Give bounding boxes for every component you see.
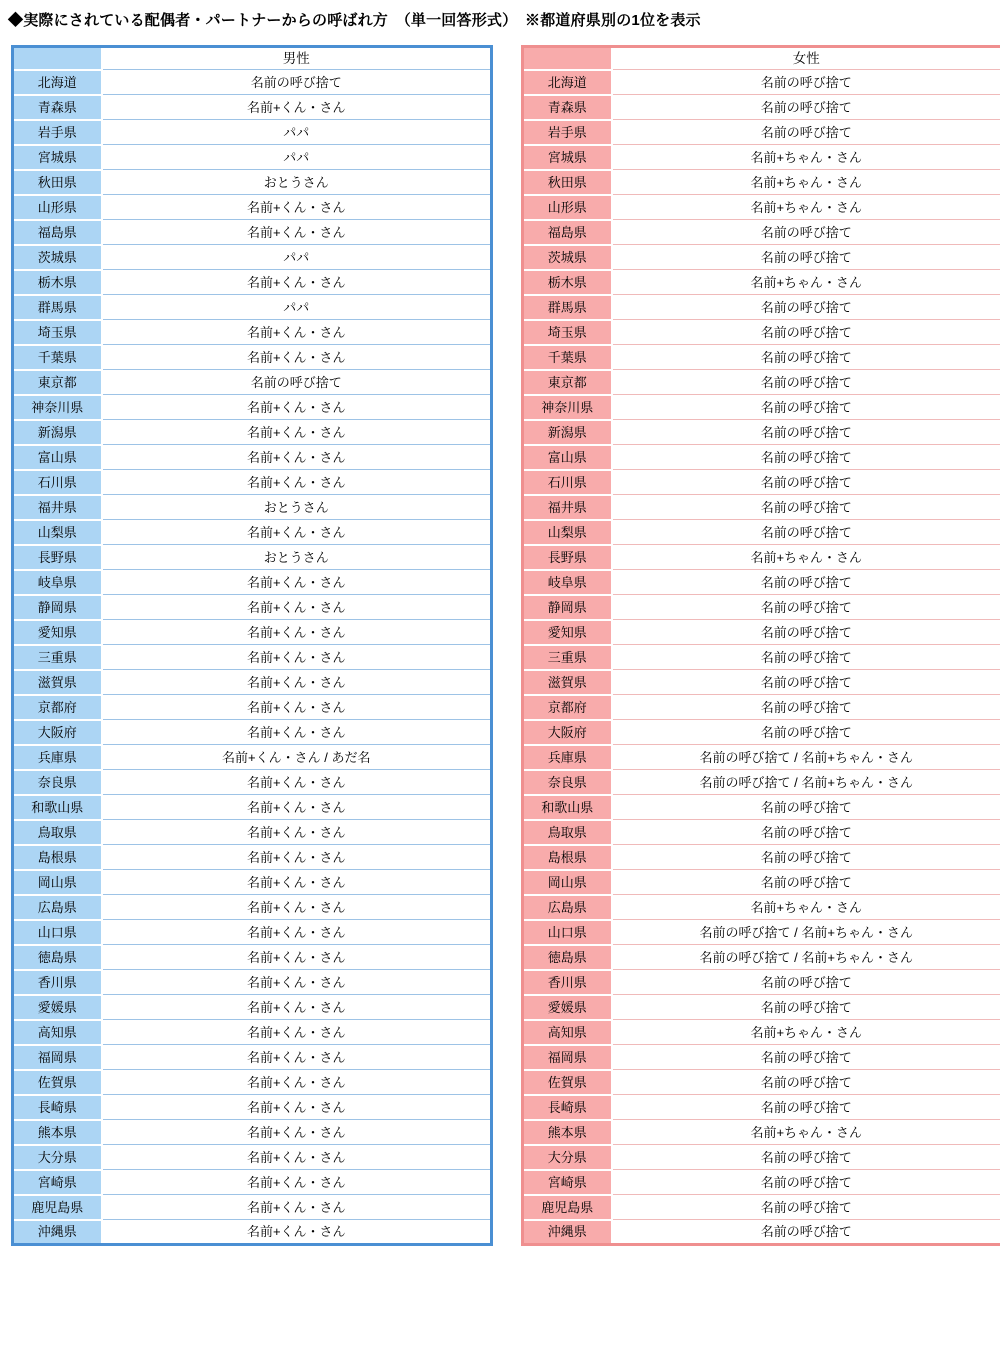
table-row bbox=[13, 395, 492, 420]
female-corner-cell bbox=[523, 47, 612, 70]
prefecture-cell: 熊本県 bbox=[13, 1120, 102, 1145]
prefecture-cell: 新潟県 bbox=[13, 420, 102, 445]
table-row bbox=[523, 645, 1000, 670]
table-row bbox=[13, 670, 492, 695]
table-row bbox=[523, 720, 1000, 745]
answer-cell: 名前+ちゃん・さん bbox=[612, 1020, 1000, 1045]
prefecture-cell: 京都府 bbox=[13, 695, 102, 720]
table-row bbox=[13, 570, 492, 595]
table-row bbox=[523, 120, 1000, 145]
prefecture-cell: 香川県 bbox=[13, 970, 102, 995]
table-row bbox=[13, 270, 492, 295]
table-row bbox=[13, 220, 492, 245]
prefecture-cell: 山形県 bbox=[523, 195, 612, 220]
table-row bbox=[523, 970, 1000, 995]
answer-cell: 名前の呼び捨て bbox=[612, 845, 1000, 870]
prefecture-cell: 徳島県 bbox=[523, 945, 612, 970]
prefecture-cell: 静岡県 bbox=[523, 595, 612, 620]
table-row bbox=[13, 1120, 492, 1145]
prefecture-cell: 奈良県 bbox=[13, 770, 102, 795]
answer-cell: 名前の呼び捨て bbox=[612, 1070, 1000, 1095]
table-row bbox=[13, 820, 492, 845]
prefecture-cell: 神奈川県 bbox=[523, 395, 612, 420]
prefecture-cell: 岡山県 bbox=[13, 870, 102, 895]
answer-cell: 名前+くん・さん bbox=[102, 920, 492, 945]
table-row bbox=[523, 1070, 1000, 1095]
answer-cell: 名前の呼び捨て bbox=[102, 70, 492, 95]
table-row bbox=[13, 370, 492, 395]
table-row bbox=[13, 795, 492, 820]
answer-cell: 名前の呼び捨て bbox=[612, 1145, 1000, 1170]
table-row bbox=[523, 845, 1000, 870]
table-row bbox=[523, 1145, 1000, 1170]
prefecture-cell: 三重県 bbox=[13, 645, 102, 670]
table-row bbox=[523, 1020, 1000, 1045]
table-row bbox=[13, 520, 492, 545]
answer-cell: 名前の呼び捨て bbox=[612, 720, 1000, 745]
prefecture-cell: 山口県 bbox=[523, 920, 612, 945]
prefecture-cell: 福井県 bbox=[523, 495, 612, 520]
table-row bbox=[523, 170, 1000, 195]
table-row bbox=[523, 495, 1000, 520]
prefecture-cell: 長野県 bbox=[13, 545, 102, 570]
male-table-body bbox=[13, 70, 492, 1245]
prefecture-cell: 岐阜県 bbox=[13, 570, 102, 595]
table-row bbox=[13, 895, 492, 920]
prefecture-cell: 栃木県 bbox=[523, 270, 612, 295]
male-header-row bbox=[13, 47, 492, 70]
answer-cell: 名前の呼び捨て bbox=[612, 445, 1000, 470]
answer-cell: 名前+くん・さん bbox=[102, 970, 492, 995]
prefecture-cell: 沖縄県 bbox=[523, 1220, 612, 1245]
table-row bbox=[13, 720, 492, 745]
table-row bbox=[13, 1070, 492, 1095]
answer-cell: 名前+くん・さん bbox=[102, 845, 492, 870]
prefecture-cell: 宮崎県 bbox=[13, 1170, 102, 1195]
answer-cell: 名前の呼び捨て bbox=[612, 1170, 1000, 1195]
prefecture-cell: 鹿児島県 bbox=[523, 1195, 612, 1220]
prefecture-cell: 熊本県 bbox=[523, 1120, 612, 1145]
table-row bbox=[523, 445, 1000, 470]
prefecture-cell: 福島県 bbox=[13, 220, 102, 245]
prefecture-cell: 島根県 bbox=[523, 845, 612, 870]
answer-cell: 名前+くん・さん bbox=[102, 395, 492, 420]
table-row bbox=[13, 320, 492, 345]
answer-cell: 名前の呼び捨て / 名前+ちゃん・さん bbox=[612, 745, 1000, 770]
prefecture-cell: 鳥取県 bbox=[523, 820, 612, 845]
table-row bbox=[523, 695, 1000, 720]
prefecture-cell: 兵庫県 bbox=[523, 745, 612, 770]
answer-cell: 名前の呼び捨て bbox=[102, 370, 492, 395]
answer-cell: 名前+ちゃん・さん bbox=[612, 895, 1000, 920]
answer-cell: 名前+くん・さん bbox=[102, 320, 492, 345]
table-row bbox=[13, 620, 492, 645]
prefecture-cell: 長崎県 bbox=[523, 1095, 612, 1120]
prefecture-cell: 栃木県 bbox=[13, 270, 102, 295]
table-row bbox=[523, 295, 1000, 320]
table-row bbox=[523, 220, 1000, 245]
answer-cell: 名前の呼び捨て / 名前+ちゃん・さん bbox=[612, 920, 1000, 945]
prefecture-cell: 長崎県 bbox=[13, 1095, 102, 1120]
answer-cell: 名前の呼び捨て bbox=[612, 470, 1000, 495]
answer-cell: 名前+くん・さん bbox=[102, 570, 492, 595]
table-row bbox=[523, 620, 1000, 645]
table-row bbox=[523, 870, 1000, 895]
table-row bbox=[13, 345, 492, 370]
prefecture-cell: 大阪府 bbox=[13, 720, 102, 745]
prefecture-cell: 富山県 bbox=[13, 445, 102, 470]
table-row bbox=[523, 470, 1000, 495]
table-row bbox=[523, 1045, 1000, 1070]
prefecture-cell: 兵庫県 bbox=[13, 745, 102, 770]
answer-cell: 名前の呼び捨て bbox=[612, 345, 1000, 370]
answer-cell: 名前の呼び捨て bbox=[612, 295, 1000, 320]
table-row bbox=[523, 595, 1000, 620]
table-row bbox=[523, 995, 1000, 1020]
answer-cell: 名前+くん・さん bbox=[102, 1145, 492, 1170]
answer-cell: 名前+くん・さん bbox=[102, 720, 492, 745]
answer-cell: 名前の呼び捨て bbox=[612, 595, 1000, 620]
table-row bbox=[13, 995, 492, 1020]
prefecture-cell: 和歌山県 bbox=[523, 795, 612, 820]
answer-cell: 名前+くん・さん bbox=[102, 345, 492, 370]
answer-cell: 名前+くん・さん bbox=[102, 1070, 492, 1095]
answer-cell: 名前の呼び捨て bbox=[612, 795, 1000, 820]
prefecture-cell: 岩手県 bbox=[13, 120, 102, 145]
table-row bbox=[523, 770, 1000, 795]
answer-cell: おとうさん bbox=[102, 545, 492, 570]
answer-cell: 名前の呼び捨て bbox=[612, 1095, 1000, 1120]
answer-cell: 名前+くん・さん bbox=[102, 870, 492, 895]
prefecture-cell: 山梨県 bbox=[523, 520, 612, 545]
table-row bbox=[523, 895, 1000, 920]
prefecture-cell: 富山県 bbox=[523, 445, 612, 470]
answer-cell: 名前+くん・さん bbox=[102, 670, 492, 695]
table-row bbox=[523, 1170, 1000, 1195]
answer-cell: 名前+くん・さん bbox=[102, 795, 492, 820]
table-row bbox=[523, 420, 1000, 445]
table-row bbox=[523, 320, 1000, 345]
answer-cell: 名前の呼び捨て bbox=[612, 1220, 1000, 1245]
prefecture-cell: 佐賀県 bbox=[13, 1070, 102, 1095]
prefecture-cell: 北海道 bbox=[13, 70, 102, 95]
prefecture-cell: 埼玉県 bbox=[13, 320, 102, 345]
prefecture-cell: 長野県 bbox=[523, 545, 612, 570]
prefecture-cell: 東京都 bbox=[13, 370, 102, 395]
table-row bbox=[523, 245, 1000, 270]
table-row bbox=[13, 95, 492, 120]
prefecture-cell: 群馬県 bbox=[523, 295, 612, 320]
prefecture-cell: 沖縄県 bbox=[13, 1220, 102, 1245]
table-row bbox=[523, 395, 1000, 420]
table-row bbox=[523, 195, 1000, 220]
answer-cell: 名前の呼び捨て bbox=[612, 995, 1000, 1020]
table-row bbox=[523, 95, 1000, 120]
table-row bbox=[13, 1195, 492, 1220]
table-row bbox=[13, 445, 492, 470]
table-row bbox=[523, 1195, 1000, 1220]
table-row bbox=[13, 845, 492, 870]
answer-cell: 名前+ちゃん・さん bbox=[612, 170, 1000, 195]
table-row bbox=[13, 1220, 492, 1245]
prefecture-cell: 秋田県 bbox=[523, 170, 612, 195]
tables-container bbox=[11, 45, 1000, 1246]
answer-cell: 名前の呼び捨て bbox=[612, 220, 1000, 245]
answer-cell: 名前の呼び捨て bbox=[612, 970, 1000, 995]
prefecture-cell: 青森県 bbox=[523, 95, 612, 120]
answer-cell: 名前+くん・さん bbox=[102, 95, 492, 120]
prefecture-cell: 静岡県 bbox=[13, 595, 102, 620]
table-row bbox=[523, 145, 1000, 170]
answer-cell: 名前の呼び捨て bbox=[612, 820, 1000, 845]
prefecture-cell: 大分県 bbox=[13, 1145, 102, 1170]
table-row bbox=[13, 1020, 492, 1045]
prefecture-cell: 北海道 bbox=[523, 70, 612, 95]
answer-cell: おとうさん bbox=[102, 495, 492, 520]
answer-cell: 名前の呼び捨て bbox=[612, 520, 1000, 545]
prefecture-cell: 岐阜県 bbox=[523, 570, 612, 595]
table-row bbox=[13, 970, 492, 995]
table-row bbox=[13, 695, 492, 720]
table-row bbox=[523, 1220, 1000, 1245]
female-table bbox=[521, 45, 1000, 1246]
male-header-label: 男性 bbox=[102, 47, 492, 70]
prefecture-cell: 石川県 bbox=[523, 470, 612, 495]
prefecture-cell: 福岡県 bbox=[523, 1045, 612, 1070]
prefecture-cell: 広島県 bbox=[523, 895, 612, 920]
answer-cell: 名前+くん・さん bbox=[102, 595, 492, 620]
table-row bbox=[523, 670, 1000, 695]
answer-cell: 名前の呼び捨て bbox=[612, 670, 1000, 695]
prefecture-cell: 香川県 bbox=[523, 970, 612, 995]
answer-cell: 名前の呼び捨て bbox=[612, 495, 1000, 520]
table-row bbox=[523, 1095, 1000, 1120]
answer-cell: 名前の呼び捨て bbox=[612, 395, 1000, 420]
table-row bbox=[523, 920, 1000, 945]
table-row bbox=[13, 945, 492, 970]
prefecture-cell: 秋田県 bbox=[13, 170, 102, 195]
table-row bbox=[523, 370, 1000, 395]
prefecture-cell: 鳥取県 bbox=[13, 820, 102, 845]
answer-cell: 名前+くん・さん bbox=[102, 1020, 492, 1045]
answer-cell: 名前+くん・さん bbox=[102, 645, 492, 670]
answer-cell: 名前+くん・さん / あだ名 bbox=[102, 745, 492, 770]
table-row bbox=[13, 870, 492, 895]
table-row bbox=[523, 545, 1000, 570]
prefecture-cell: 三重県 bbox=[523, 645, 612, 670]
table-row bbox=[13, 420, 492, 445]
table-row bbox=[13, 245, 492, 270]
prefecture-cell: 宮城県 bbox=[523, 145, 612, 170]
answer-cell: 名前+くん・さん bbox=[102, 1170, 492, 1195]
female-header-row bbox=[523, 47, 1000, 70]
male-corner-cell bbox=[13, 47, 102, 70]
prefecture-cell: 和歌山県 bbox=[13, 795, 102, 820]
answer-cell: 名前+くん・さん bbox=[102, 1095, 492, 1120]
answer-cell: パパ bbox=[102, 120, 492, 145]
prefecture-cell: 宮崎県 bbox=[523, 1170, 612, 1195]
table-row bbox=[13, 70, 492, 95]
prefecture-cell: 佐賀県 bbox=[523, 1070, 612, 1095]
prefecture-cell: 愛知県 bbox=[13, 620, 102, 645]
prefecture-cell: 埼玉県 bbox=[523, 320, 612, 345]
prefecture-cell: 鹿児島県 bbox=[13, 1195, 102, 1220]
table-row bbox=[13, 1170, 492, 1195]
answer-cell: 名前+くん・さん bbox=[102, 895, 492, 920]
page-title: ◆実際にされている配偶者・パートナーからの呼ばれ方 （単一回答形式） ※都道府県別の1位を表示 bbox=[8, 12, 701, 29]
table-row bbox=[523, 795, 1000, 820]
answer-cell: 名前の呼び捨て bbox=[612, 95, 1000, 120]
table-row bbox=[13, 1095, 492, 1120]
answer-cell: 名前+ちゃん・さん bbox=[612, 1120, 1000, 1145]
prefecture-cell: 愛媛県 bbox=[13, 995, 102, 1020]
table-row bbox=[523, 270, 1000, 295]
table-row bbox=[13, 145, 492, 170]
answer-cell: 名前の呼び捨て bbox=[612, 570, 1000, 595]
table-row bbox=[13, 595, 492, 620]
answer-cell: 名前+くん・さん bbox=[102, 995, 492, 1020]
table-row bbox=[13, 470, 492, 495]
answer-cell: 名前+くん・さん bbox=[102, 1220, 492, 1245]
prefecture-cell: 千葉県 bbox=[13, 345, 102, 370]
female-header-label: 女性 bbox=[612, 47, 1000, 70]
prefecture-cell: 滋賀県 bbox=[523, 670, 612, 695]
prefecture-cell: 愛知県 bbox=[523, 620, 612, 645]
answer-cell: 名前の呼び捨て bbox=[612, 320, 1000, 345]
answer-cell: 名前+くん・さん bbox=[102, 220, 492, 245]
answer-cell: おとうさん bbox=[102, 170, 492, 195]
prefecture-cell: 島根県 bbox=[13, 845, 102, 870]
prefecture-cell: 群馬県 bbox=[13, 295, 102, 320]
answer-cell: 名前+くん・さん bbox=[102, 695, 492, 720]
table-row bbox=[13, 745, 492, 770]
prefecture-cell: 青森県 bbox=[13, 95, 102, 120]
table-row bbox=[523, 520, 1000, 545]
answer-cell: 名前+くん・さん bbox=[102, 770, 492, 795]
answer-cell: パパ bbox=[102, 295, 492, 320]
answer-cell: 名前の呼び捨て bbox=[612, 370, 1000, 395]
answer-cell: 名前の呼び捨て / 名前+ちゃん・さん bbox=[612, 770, 1000, 795]
answer-cell: 名前の呼び捨て bbox=[612, 420, 1000, 445]
male-table bbox=[11, 45, 493, 1246]
prefecture-cell: 石川県 bbox=[13, 470, 102, 495]
table-row bbox=[523, 570, 1000, 595]
prefecture-cell: 岩手県 bbox=[523, 120, 612, 145]
answer-cell: 名前+くん・さん bbox=[102, 1045, 492, 1070]
prefecture-cell: 滋賀県 bbox=[13, 670, 102, 695]
table-row bbox=[13, 645, 492, 670]
answer-cell: 名前+くん・さん bbox=[102, 1195, 492, 1220]
answer-cell: 名前+くん・さん bbox=[102, 420, 492, 445]
prefecture-cell: 福島県 bbox=[523, 220, 612, 245]
table-row bbox=[13, 770, 492, 795]
table-row bbox=[13, 920, 492, 945]
table-row bbox=[13, 495, 492, 520]
table-row bbox=[523, 345, 1000, 370]
prefecture-cell: 徳島県 bbox=[13, 945, 102, 970]
answer-cell: 名前+くん・さん bbox=[102, 520, 492, 545]
prefecture-cell: 新潟県 bbox=[523, 420, 612, 445]
answer-cell: 名前+くん・さん bbox=[102, 270, 492, 295]
table-row bbox=[13, 1045, 492, 1070]
prefecture-cell: 山口県 bbox=[13, 920, 102, 945]
answer-cell: 名前の呼び捨て bbox=[612, 120, 1000, 145]
table-row bbox=[13, 170, 492, 195]
answer-cell: 名前の呼び捨て bbox=[612, 245, 1000, 270]
answer-cell: 名前の呼び捨て bbox=[612, 645, 1000, 670]
table-row bbox=[523, 1120, 1000, 1145]
answer-cell: 名前+ちゃん・さん bbox=[612, 145, 1000, 170]
table-row bbox=[13, 295, 492, 320]
prefecture-cell: 京都府 bbox=[523, 695, 612, 720]
prefecture-cell: 茨城県 bbox=[13, 245, 102, 270]
prefecture-cell: 岡山県 bbox=[523, 870, 612, 895]
answer-cell: 名前の呼び捨て bbox=[612, 1045, 1000, 1070]
answer-cell: パパ bbox=[102, 245, 492, 270]
prefecture-cell: 広島県 bbox=[13, 895, 102, 920]
answer-cell: 名前の呼び捨て / 名前+ちゃん・さん bbox=[612, 945, 1000, 970]
prefecture-cell: 山梨県 bbox=[13, 520, 102, 545]
table-row bbox=[13, 195, 492, 220]
prefecture-cell: 宮城県 bbox=[13, 145, 102, 170]
prefecture-cell: 福井県 bbox=[13, 495, 102, 520]
prefecture-cell: 奈良県 bbox=[523, 770, 612, 795]
answer-cell: 名前の呼び捨て bbox=[612, 70, 1000, 95]
table-row bbox=[13, 545, 492, 570]
answer-cell: 名前+くん・さん bbox=[102, 945, 492, 970]
answer-cell: パパ bbox=[102, 145, 492, 170]
prefecture-cell: 神奈川県 bbox=[13, 395, 102, 420]
answer-cell: 名前の呼び捨て bbox=[612, 870, 1000, 895]
female-table-body bbox=[523, 70, 1000, 1245]
prefecture-cell: 大分県 bbox=[523, 1145, 612, 1170]
answer-cell: 名前の呼び捨て bbox=[612, 620, 1000, 645]
prefecture-cell: 大阪府 bbox=[523, 720, 612, 745]
table-row bbox=[523, 945, 1000, 970]
answer-cell: 名前+ちゃん・さん bbox=[612, 195, 1000, 220]
table-row bbox=[13, 1145, 492, 1170]
prefecture-cell: 愛媛県 bbox=[523, 995, 612, 1020]
prefecture-cell: 高知県 bbox=[13, 1020, 102, 1045]
answer-cell: 名前+くん・さん bbox=[102, 445, 492, 470]
prefecture-cell: 茨城県 bbox=[523, 245, 612, 270]
prefecture-cell: 千葉県 bbox=[523, 345, 612, 370]
answer-cell: 名前+ちゃん・さん bbox=[612, 270, 1000, 295]
table-row bbox=[523, 745, 1000, 770]
answer-cell: 名前+くん・さん bbox=[102, 820, 492, 845]
prefecture-cell: 山形県 bbox=[13, 195, 102, 220]
table-row bbox=[523, 70, 1000, 95]
prefecture-cell: 福岡県 bbox=[13, 1045, 102, 1070]
answer-cell: 名前+くん・さん bbox=[102, 620, 492, 645]
prefecture-cell: 東京都 bbox=[523, 370, 612, 395]
answer-cell: 名前+くん・さん bbox=[102, 1120, 492, 1145]
answer-cell: 名前の呼び捨て bbox=[612, 1195, 1000, 1220]
answer-cell: 名前+ちゃん・さん bbox=[612, 545, 1000, 570]
table-row bbox=[13, 120, 492, 145]
answer-cell: 名前の呼び捨て bbox=[612, 695, 1000, 720]
prefecture-cell: 高知県 bbox=[523, 1020, 612, 1045]
table-row bbox=[523, 820, 1000, 845]
answer-cell: 名前+くん・さん bbox=[102, 195, 492, 220]
answer-cell: 名前+くん・さん bbox=[102, 470, 492, 495]
